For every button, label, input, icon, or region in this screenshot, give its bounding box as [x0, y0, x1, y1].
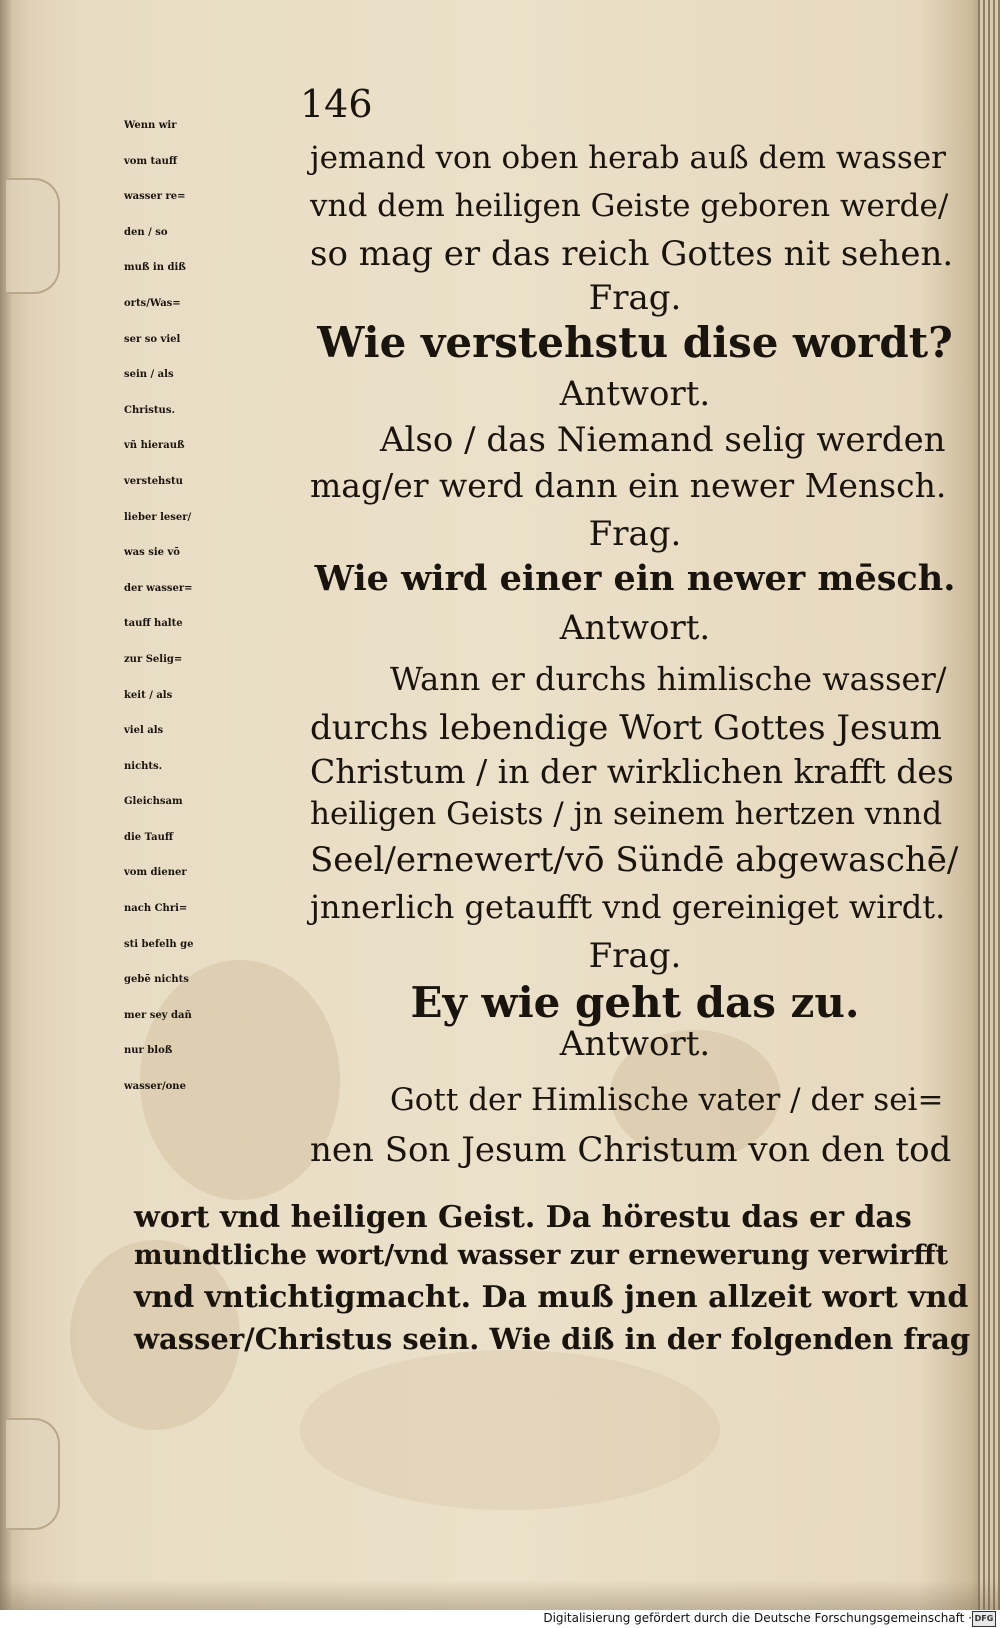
- text-line: jemand von oben herab auß dem wasser: [310, 140, 946, 176]
- margin-gloss-line: verstehstu: [124, 475, 183, 487]
- page-number: 146: [300, 82, 373, 126]
- margin-gloss-line: Christus.: [124, 404, 175, 416]
- margin-gloss-line: lieber leser/: [124, 511, 192, 523]
- margin-gloss-line: muß in diß: [124, 262, 186, 274]
- margin-gloss-line: zur Selig=: [124, 653, 183, 665]
- text-line: so mag er das reich Gottes nit sehen.: [310, 234, 954, 274]
- margin-gloss-line: Gleichsam: [124, 796, 183, 808]
- margin-gloss-line: nur bloß: [124, 1045, 173, 1057]
- margin-gloss-line: nach Chri=: [124, 903, 188, 915]
- text-line: heiligen Geists / jn seinem hertzen vnnd: [310, 796, 943, 832]
- page-tab-top: [6, 178, 60, 294]
- margin-gloss-line: sti befelh ge: [124, 938, 194, 950]
- margin-gloss-line: viel als: [124, 725, 164, 737]
- margin-gloss: [124, 108, 314, 1105]
- page-right-edge: [978, 0, 1000, 1610]
- question-heading: Wie verstehstu dise wordt?: [317, 318, 953, 367]
- text-line: vnd dem heiligen Geiste geboren werde/: [310, 188, 949, 224]
- margin-gloss-line: tauff halte: [124, 618, 183, 630]
- margin-gloss-line: nichts.: [124, 760, 163, 772]
- margin-gloss-line: mer sey dañ: [124, 1009, 192, 1021]
- section-label: Frag.: [588, 278, 682, 318]
- text-line: Seel/ernewert/vō Sündē abgewaschē/: [310, 840, 959, 880]
- section-label: Frag.: [588, 514, 682, 554]
- water-stain: [300, 1350, 720, 1510]
- text-line: mag/er werd dann ein newer Mensch.: [310, 466, 947, 505]
- section-label: Antwort.: [559, 608, 711, 648]
- text-line: jnnerlich getaufft vnd gereiniget wirdt.: [310, 888, 946, 926]
- section-label: Antwort.: [559, 374, 711, 414]
- text-line: Christum / in der wirklichen krafft des: [310, 752, 954, 791]
- text-line: wasser/Christus sein. Wie diß in der folgenden frag: [134, 1322, 971, 1356]
- text-line: Gott der Himlische vater / der sei=: [390, 1082, 944, 1118]
- margin-gloss-line: die Tauff: [124, 831, 174, 843]
- margin-gloss-line: gebē nichts: [124, 974, 189, 986]
- text-line: Also / das Niemand selig werden: [380, 420, 946, 460]
- section-label: Antwort.: [559, 1024, 711, 1064]
- margin-gloss-line: der wasser=: [124, 582, 193, 594]
- margin-gloss-line: vom diener: [124, 867, 187, 879]
- margin-gloss-line: ser so viel: [124, 333, 181, 345]
- text-line: Wann er durchs himlische wasser/: [390, 660, 947, 698]
- text-line: mundtliche wort/vnd wasser zur ernewerung verwirfft: [134, 1240, 949, 1271]
- page-tab-bottom: [6, 1418, 60, 1530]
- margin-gloss-line: vom tauff: [124, 155, 178, 167]
- margin-gloss-line: vñ hierauß: [124, 440, 185, 452]
- text-line: vnd vntichtigmacht. Da muß jnen allzeit wort vnd: [134, 1280, 969, 1315]
- margin-gloss-line: sein / als: [124, 369, 174, 381]
- section-label: Frag.: [588, 936, 682, 976]
- text-line: durchs lebendige Wort Gottes Jesum: [310, 708, 942, 748]
- digitization-footer: [0, 1610, 1000, 1628]
- question-heading: Wie wird einer ein newer mēsch.: [314, 558, 956, 599]
- margin-gloss-line: was sie vō: [124, 547, 180, 559]
- margin-gloss-line: wasser re=: [124, 191, 186, 203]
- dfg-logo: DFG: [972, 1611, 996, 1627]
- margin-gloss-line: orts/Was=: [124, 297, 181, 309]
- page-bottom-shadow: [0, 1580, 1000, 1610]
- question-heading: Ey wie geht das zu.: [410, 978, 860, 1027]
- text-line: wort vnd heiligen Geist. Da hörestu das er das: [134, 1200, 912, 1235]
- margin-gloss-line: Wenn wir: [124, 120, 177, 131]
- margin-gloss-line: wasser/one: [124, 1081, 186, 1093]
- margin-gloss-line: den / so: [124, 226, 168, 238]
- margin-gloss-line: keit / als: [124, 689, 173, 701]
- footer-credit: Digitalisierung gefördert durch die Deutsche Forschungsgemeinschaft ·: [543, 1611, 972, 1625]
- text-line: nen Son Jesum Christum von den tod: [310, 1130, 952, 1170]
